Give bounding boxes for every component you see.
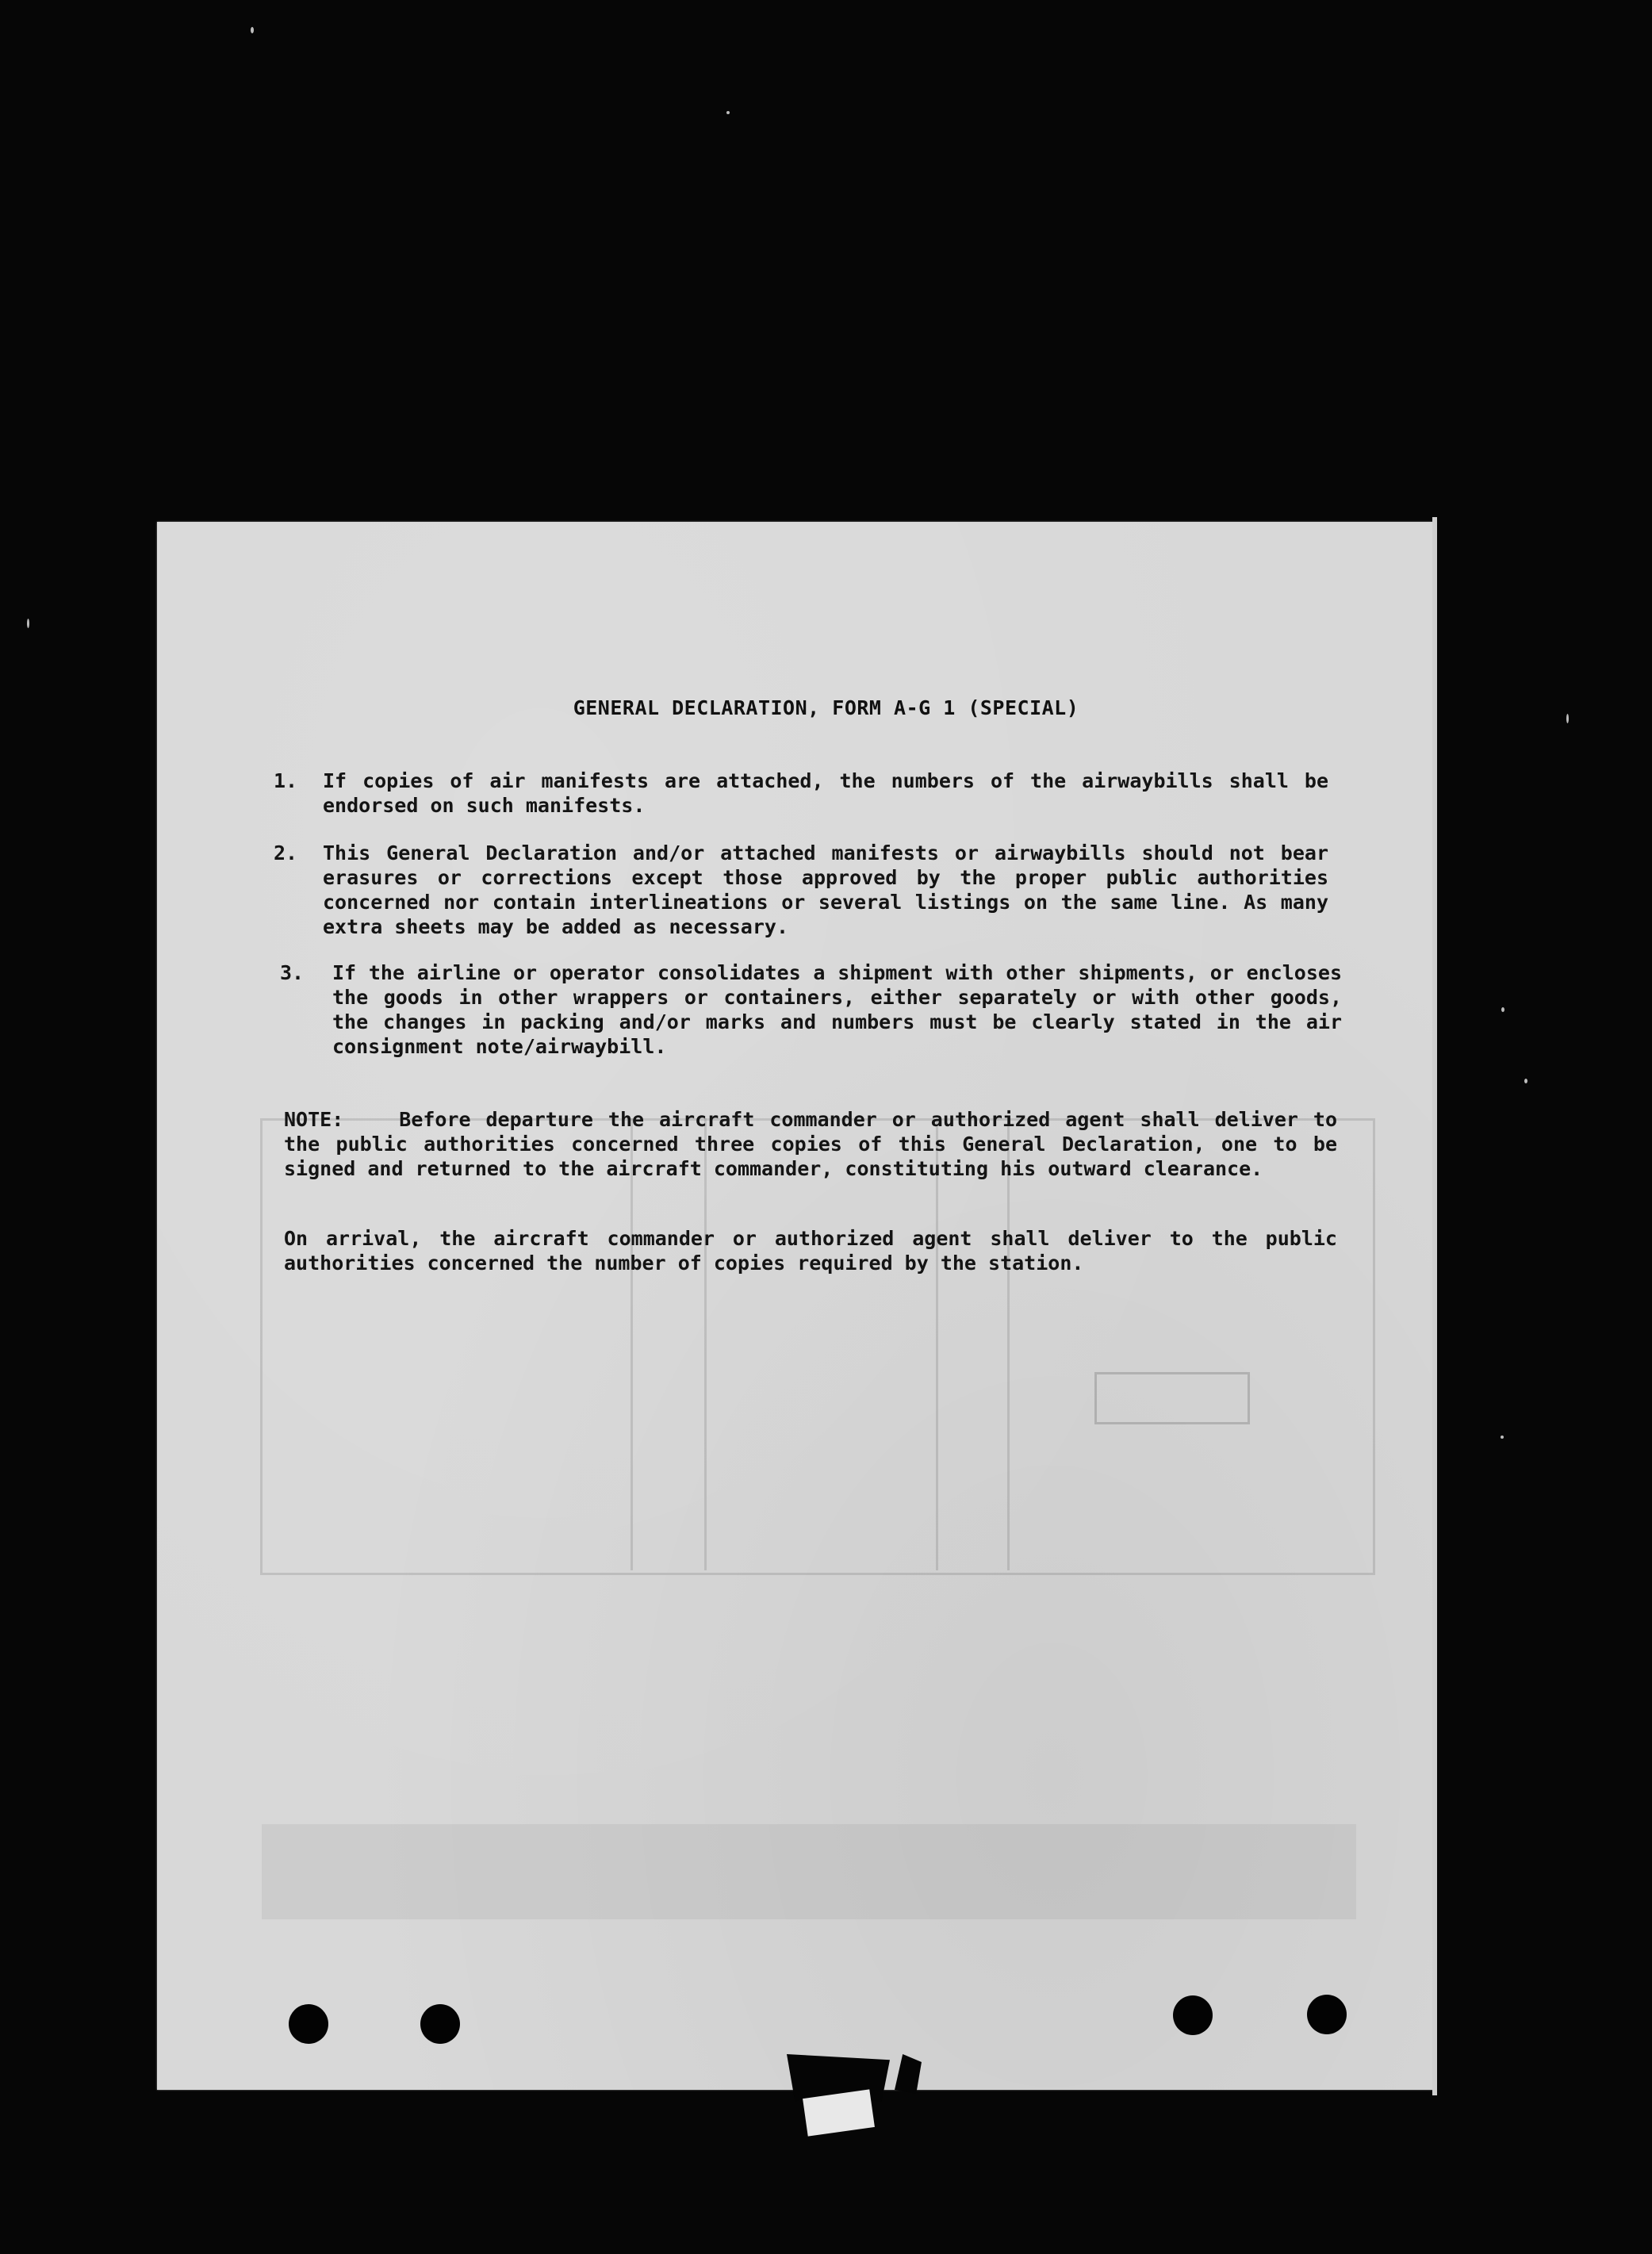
dust-speck [726,111,730,114]
list-item-text: If the airline or operator consolidates a shipment with other shipments, or encloses the goods in other wrappers or containers, either separately or with other goods, the changes in packing and/or marks and numbers must be clearly stated in the air consignment note/airwaybill. [332,961,1342,1058]
punch-hole [289,2004,328,2044]
bleed-through-rule [936,1118,938,1570]
dust-speck [27,619,29,628]
list-item [274,769,1328,819]
bleed-through-table [260,1118,1375,1575]
bleed-through-stamp [1094,1372,1250,1424]
dust-speck [251,27,254,33]
bleed-through-rule [631,1118,633,1570]
bleed-through-band [262,1824,1356,1919]
list-item-number: 3. [280,961,305,984]
list-item-text: If copies of air manifests are attached, the numbers of the airwaybills shall be endorsed on such manifests. [323,769,1328,817]
page-edge [1432,517,1437,2095]
list-item-number: 2. [274,841,298,864]
list-item [274,841,1328,940]
note-paragraph [284,1107,1337,1181]
note-label: NOTE: [284,1108,344,1131]
list-item-text: This General Declaration and/or attached manifests or airwaybills should not bear erasures or corrections except those approved by the proper public authorities concerned nor contain interlineations or several listings on the same line. As many extra sheets may be added as necessary. [323,841,1328,938]
punch-hole [1307,1995,1347,2034]
arrival-paragraph: On arrival, the aircraft commander or authorized agent shall deliver to the public authorities concerned the number of copies required by the station. [284,1227,1337,1275]
list-item-number: 1. [274,769,298,792]
form-title: GENERAL DECLARATION, FORM A-G 1 (SPECIAL) [573,696,1079,719]
dust-speck [1501,1007,1504,1012]
dust-speck [1524,1079,1527,1083]
list-item [280,960,1342,1060]
note-text: Before departure the aircraft commander or authorized agent shall deliver to the public authorities concerned three copies of this General Declaration, one to be signed and returned to the aircraft commander, constituting his outward clearance. [284,1108,1337,1180]
dust-speck [1501,1436,1504,1439]
bleed-through-rule [704,1118,707,1570]
bleed-through-rule [1007,1118,1010,1570]
punch-hole [1173,1995,1213,2035]
punch-hole [420,2004,460,2044]
